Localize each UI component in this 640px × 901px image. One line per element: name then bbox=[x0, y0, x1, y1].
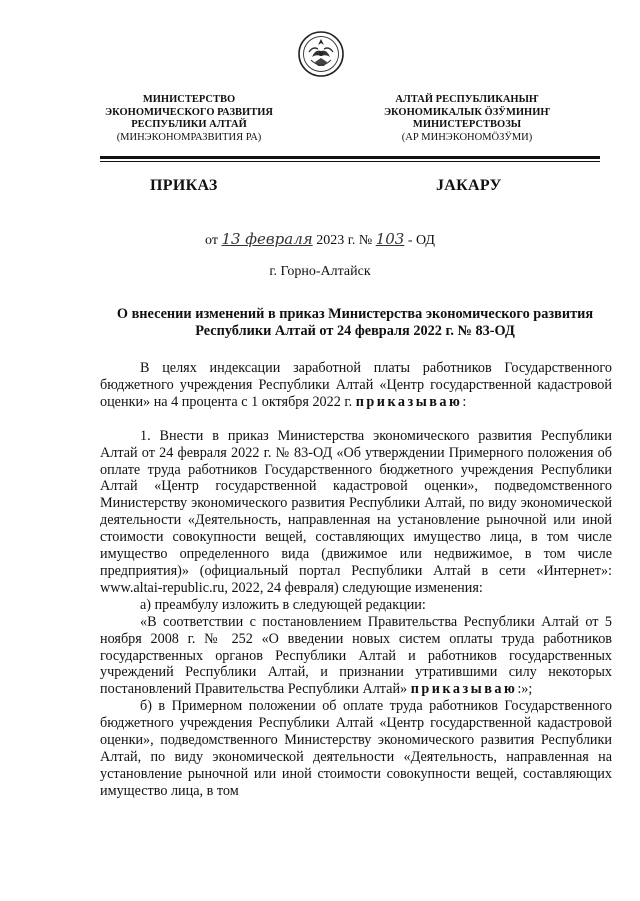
ministry-header-line: МИНИСТЕРСТВО bbox=[142, 94, 236, 105]
header-divider-thin bbox=[100, 161, 600, 162]
city-name: г. Горно-Алтайск bbox=[269, 264, 371, 279]
ministry-header-line: ЭКОНОМИКАЛЫК ӦЗӰМИНИҤ bbox=[383, 106, 551, 118]
punctuation: : bbox=[462, 393, 467, 410]
order-body bbox=[100, 360, 612, 800]
ministry-header-abbrev: (МИНЭКОНОМРАЗВИТИЯ РА) bbox=[116, 131, 262, 143]
ministry-header-line: МИНИСТЕРСТВОЗЫ bbox=[412, 119, 522, 130]
clause-1b-paragraph: б) в Примерном положении об оплате труда работников Государственного бюджетного учреждения Республики Алтай «Центр государственной кадастровой оценки», подведомственного Министерству экономического развития Республики Алтай, по виду экономической деятельности «Деятельность, направленная на установление рыночной или иной стоимости совокупности вещей, составляющих имущество лица, в том bbox=[100, 698, 612, 799]
punctuation: :»; bbox=[517, 681, 533, 698]
coat-of-arms-emblem bbox=[297, 30, 345, 78]
preamble-quote-text: «В соответствии с постановлением Правительства Республики Алтай от 5 ноября 2008 г. № 252 «О введении новых систем оплаты труда работников государственных органов Республики Алтай и работников государственных учреждений Республики Алтай, и признании утратившими силу некоторых постановлений Правительства Республики Алтай» bbox=[100, 613, 612, 698]
ministry-header-line: ЭКОНОМИЧЕСКОГО РАЗВИТИЯ bbox=[105, 106, 273, 118]
handwritten-date: 13 февраля bbox=[221, 230, 313, 248]
ministry-header-abbrev: (АР МИНЭКОНОМӦЗӰМИ) bbox=[401, 131, 533, 143]
order-title-line: Республики Алтай от 24 февраля 2022 г. № 83-ОД bbox=[195, 323, 515, 339]
header-divider-thick bbox=[100, 156, 600, 159]
document-type-russian: ПРИКАЗ bbox=[150, 177, 218, 194]
document-type-altai: ЈАКАРУ bbox=[436, 177, 502, 194]
clause-1-paragraph: 1. Внести в приказ Министерства экономического развития Республики Алтай от 24 февраля 2022 г. № 83-ОД «Об утверждении Примерного положения об оплате труда работников Государственного бюджетного учреждения Республики Алтай «Центр государственной кадастровой оценки», подведомственного Министерству экономического развития Республики Алтай, по виду экономической деятельности «Деятельность, направленная на установление рыночной или иной стоимости совокупности вещей, составляющих имущество лица, в том числе имущество определенного вида (движимое или недвижимое, в том числе предприятия)» (официальный портал Республики Алтай в сети «Интернет»: www.altai-republic.ru, 2022, 24 февраля) следующие изменения: bbox=[100, 427, 612, 596]
clause-1a-paragraph: а) преамбулу изложить в следующей редакции: bbox=[140, 596, 426, 613]
order-title bbox=[100, 306, 610, 340]
paragraph-gap bbox=[100, 411, 612, 428]
order-keyword: приказываю bbox=[355, 393, 463, 410]
preamble-quote-paragraph bbox=[100, 614, 612, 699]
preamble-text: В целях индексации заработной платы работников Государственного бюджетного учреждения Республики Алтай «Центр государственной кадастровой оценки» на 4 процента с 1 октября 2022 г. bbox=[100, 360, 612, 410]
handwritten-order-number: 103 bbox=[375, 230, 405, 248]
ministry-header-line: АЛТАЙ РЕСПУБЛИКАНЫҤ bbox=[395, 94, 539, 105]
ministry-header-altai bbox=[352, 94, 582, 144]
order-date-line bbox=[0, 230, 640, 249]
ministry-header-russian bbox=[74, 94, 304, 144]
order-keyword: приказываю bbox=[410, 681, 518, 698]
order-number-suffix: - ОД bbox=[407, 233, 435, 248]
preamble-paragraph bbox=[100, 360, 612, 411]
ministry-header-line: РЕСПУБЛИКИ АЛТАЙ bbox=[131, 119, 247, 130]
date-prefix: от bbox=[205, 233, 218, 248]
order-title-line: О внесении изменений в приказ Министерства экономического развития bbox=[116, 306, 594, 322]
date-year: 2023 г. № bbox=[316, 233, 373, 248]
